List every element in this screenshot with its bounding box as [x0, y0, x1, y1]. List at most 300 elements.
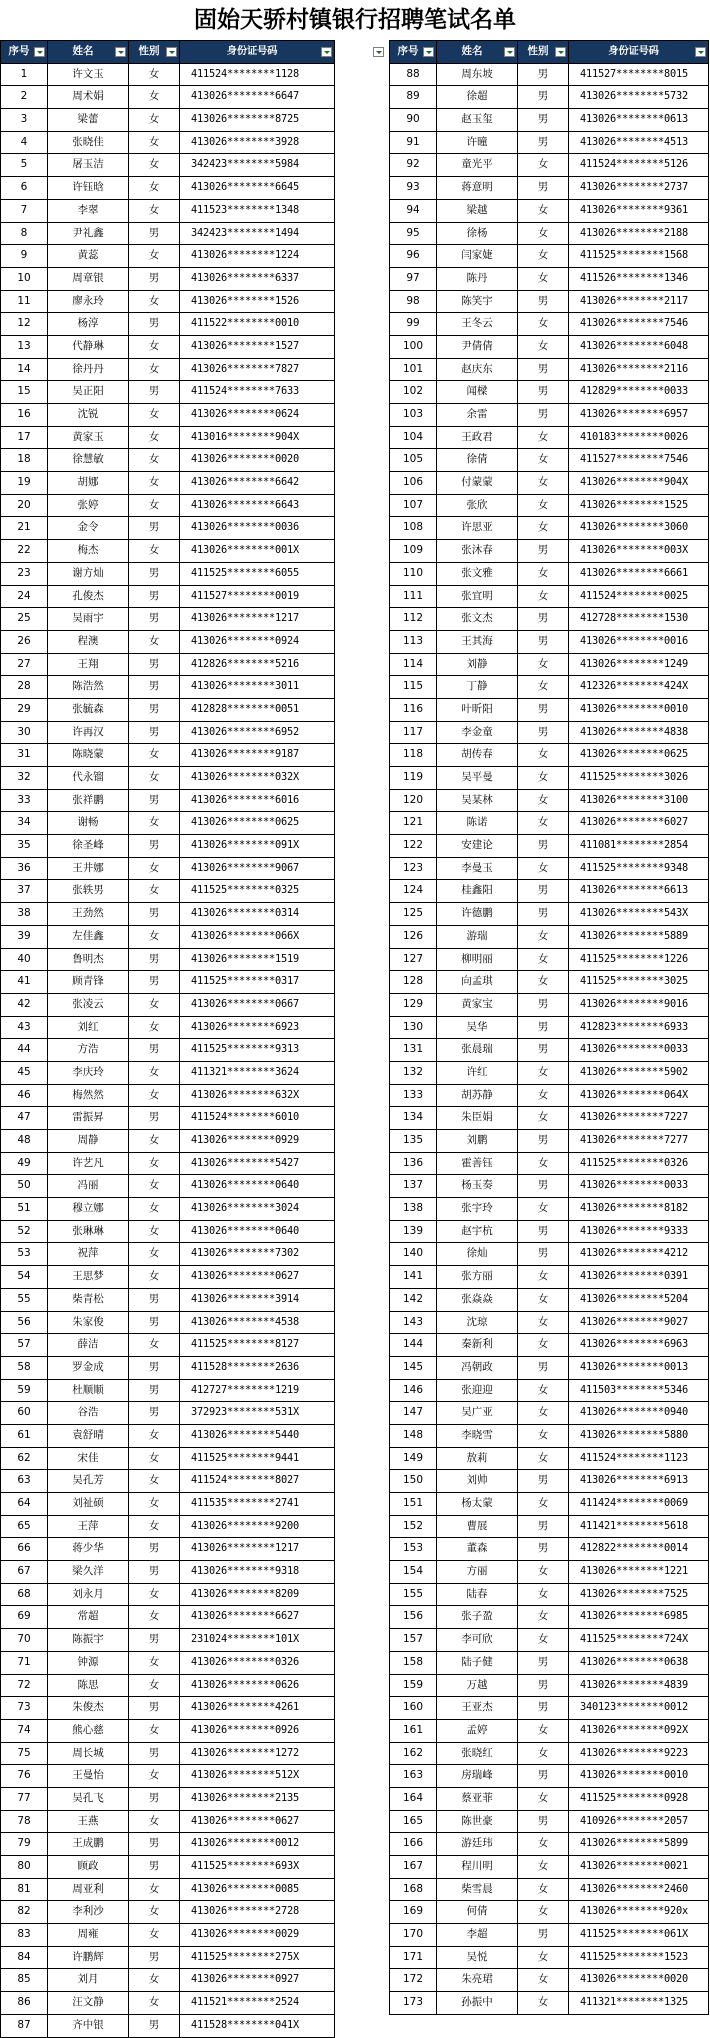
cell-no[interactable]: 114	[390, 654, 437, 677]
cell-no[interactable]: 150	[390, 1470, 437, 1493]
cell-id[interactable]: 411524********7633	[180, 381, 335, 404]
cell-name[interactable]: 刘静	[437, 654, 518, 677]
cell-no[interactable]: 106	[390, 472, 437, 495]
cell-id[interactable]: 342423********5984	[180, 154, 335, 177]
cell-no[interactable]: 32	[1, 767, 48, 790]
cell-sex[interactable]: 女	[518, 1561, 569, 1584]
cell-no[interactable]: 2	[1, 86, 48, 109]
cell-sex[interactable]: 女	[518, 1402, 569, 1425]
cell-id[interactable]: 412823********6933	[569, 1017, 709, 1040]
cell-id[interactable]: 413026********6647	[180, 86, 335, 109]
cell-id[interactable]: 413026********003X	[569, 540, 709, 563]
cell-id[interactable]: 413026********0927	[180, 1969, 335, 1992]
cell-sex[interactable]: 男	[518, 1697, 569, 1720]
cell-id[interactable]: 413026********5204	[569, 1289, 709, 1312]
cell-no[interactable]: 52	[1, 1221, 48, 1244]
cell-id[interactable]: 411524********1128	[180, 64, 335, 87]
cell-name[interactable]: 张晨瑞	[437, 1039, 518, 1062]
cell-name[interactable]: 陈晓蒙	[48, 744, 129, 767]
cell-name[interactable]: 张迎迎	[437, 1380, 518, 1403]
cell-id[interactable]: 411525********8127	[180, 1334, 335, 1357]
cell-id[interactable]: 411524********0025	[569, 586, 709, 609]
cell-no[interactable]: 96	[390, 245, 437, 268]
cell-sex[interactable]: 女	[518, 563, 569, 586]
cell-no[interactable]: 24	[1, 586, 48, 609]
cell-id[interactable]: 413026********0029	[180, 1924, 335, 1947]
cell-sex[interactable]: 女	[518, 336, 569, 359]
cell-name[interactable]: 刘帅	[437, 1470, 518, 1493]
cell-sex[interactable]: 女	[518, 1629, 569, 1652]
cell-no[interactable]: 135	[390, 1130, 437, 1153]
cell-name[interactable]: 柴雪晨	[437, 1879, 518, 1902]
cell-no[interactable]: 30	[1, 722, 48, 745]
cell-no[interactable]: 26	[1, 631, 48, 654]
cell-no[interactable]: 3	[1, 109, 48, 132]
cell-sex[interactable]: 女	[518, 654, 569, 677]
cell-sex[interactable]: 女	[518, 200, 569, 223]
cell-sex[interactable]: 男	[518, 1243, 569, 1266]
cell-id[interactable]: 412829********0033	[569, 381, 709, 404]
cell-name[interactable]: 徐圣峰	[48, 835, 129, 858]
cell-no[interactable]: 125	[390, 903, 437, 926]
cell-sex[interactable]: 女	[129, 495, 180, 518]
cell-no[interactable]: 8	[1, 223, 48, 246]
cell-sex[interactable]: 男	[129, 381, 180, 404]
cell-name[interactable]: 王萍	[48, 1516, 129, 1539]
cell-no[interactable]: 87	[1, 2015, 48, 2038]
cell-id[interactable]: 413026********6016	[180, 790, 335, 813]
cell-id[interactable]: 413026********1221	[569, 1561, 709, 1584]
cell-no[interactable]: 171	[390, 1947, 437, 1970]
cell-no[interactable]: 97	[390, 268, 437, 291]
cell-sex[interactable]: 男	[129, 1561, 180, 1584]
cell-no[interactable]: 134	[390, 1107, 437, 1130]
cell-no[interactable]: 160	[390, 1697, 437, 1720]
cell-name[interactable]: 童光平	[437, 154, 518, 177]
cell-sex[interactable]: 女	[518, 1969, 569, 1992]
cell-id[interactable]: 413026********0013	[569, 1357, 709, 1380]
cell-id[interactable]: 411525********275X	[180, 1947, 335, 1970]
cell-no[interactable]: 139	[390, 1221, 437, 1244]
cell-name[interactable]: 王冬云	[437, 313, 518, 336]
cell-name[interactable]: 金令	[48, 517, 129, 540]
cell-no[interactable]: 57	[1, 1334, 48, 1357]
cell-id[interactable]: 342423********1494	[180, 223, 335, 246]
cell-no[interactable]: 151	[390, 1493, 437, 1516]
cell-sex[interactable]: 女	[129, 1493, 180, 1516]
cell-id[interactable]: 413026********0929	[180, 1130, 335, 1153]
cell-sex[interactable]: 女	[518, 1380, 569, 1403]
cell-sex[interactable]: 女	[518, 767, 569, 790]
cell-no[interactable]: 71	[1, 1652, 48, 1675]
cell-sex[interactable]: 男	[518, 381, 569, 404]
cell-no[interactable]: 173	[390, 1992, 437, 2015]
cell-name[interactable]: 闫家婕	[437, 245, 518, 268]
cell-id[interactable]: 413026********8209	[180, 1584, 335, 1607]
cell-id[interactable]: 413026********1526	[180, 291, 335, 314]
cell-id[interactable]: 413026********0613	[569, 109, 709, 132]
cell-name[interactable]: 李庆玲	[48, 1062, 129, 1085]
cell-id[interactable]: 413026********7277	[569, 1130, 709, 1153]
cell-name[interactable]: 李曼玉	[437, 858, 518, 881]
cell-no[interactable]: 7	[1, 200, 48, 223]
cell-name[interactable]: 杨淳	[48, 313, 129, 336]
cell-no[interactable]: 21	[1, 517, 48, 540]
cell-id[interactable]: 413026********0391	[569, 1266, 709, 1289]
cell-sex[interactable]: 女	[518, 1493, 569, 1516]
cell-name[interactable]: 安建论	[437, 835, 518, 858]
cell-name[interactable]: 鲁明杰	[48, 949, 129, 972]
cell-id[interactable]: 412727********1219	[180, 1380, 335, 1403]
cell-no[interactable]: 27	[1, 654, 48, 677]
cell-sex[interactable]: 男	[129, 223, 180, 246]
cell-no[interactable]: 123	[390, 858, 437, 881]
cell-no[interactable]: 33	[1, 790, 48, 813]
cell-id[interactable]: 411527********8015	[569, 64, 709, 87]
cell-no[interactable]: 155	[390, 1584, 437, 1607]
cell-sex[interactable]: 男	[518, 1652, 569, 1675]
cell-sex[interactable]: 女	[518, 676, 569, 699]
cell-no[interactable]: 169	[390, 1901, 437, 1924]
cell-id[interactable]: 413026********9027	[569, 1312, 709, 1335]
cell-id[interactable]: 413026********9187	[180, 744, 335, 767]
cell-id[interactable]: 411527********0019	[180, 586, 335, 609]
cell-no[interactable]: 149	[390, 1448, 437, 1471]
cell-sex[interactable]: 男	[518, 1675, 569, 1698]
cell-id[interactable]: 411525********0317	[180, 971, 335, 994]
cell-sex[interactable]: 女	[129, 1085, 180, 1108]
cell-id[interactable]: 413026********0924	[180, 631, 335, 654]
cell-id[interactable]: 413026********0033	[569, 1175, 709, 1198]
cell-id[interactable]: 413026********0010	[569, 1765, 709, 1788]
cell-id[interactable]: 413026********0016	[569, 631, 709, 654]
filter-dropdown-icon[interactable]	[115, 47, 126, 57]
cell-name[interactable]: 吴正阳	[48, 381, 129, 404]
cell-sex[interactable]: 男	[518, 608, 569, 631]
cell-id[interactable]: 413026********7827	[180, 359, 335, 382]
cell-name[interactable]: 许钰晗	[48, 177, 129, 200]
cell-id[interactable]: 413026********4839	[569, 1675, 709, 1698]
cell-no[interactable]: 68	[1, 1584, 48, 1607]
cell-id[interactable]: 413026********1519	[180, 949, 335, 972]
cell-no[interactable]: 154	[390, 1561, 437, 1584]
cell-sex[interactable]: 男	[518, 177, 569, 200]
cell-sex[interactable]: 女	[129, 1243, 180, 1266]
cell-name[interactable]: 沈琼	[437, 1312, 518, 1335]
cell-name[interactable]: 游瑞	[437, 926, 518, 949]
cell-sex[interactable]: 女	[129, 631, 180, 654]
cell-id[interactable]: 411525********1226	[569, 949, 709, 972]
cell-id[interactable]: 413026********6027	[569, 812, 709, 835]
cell-sex[interactable]: 男	[518, 903, 569, 926]
cell-sex[interactable]: 女	[129, 154, 180, 177]
cell-no[interactable]: 124	[390, 880, 437, 903]
cell-id[interactable]: 413026********6985	[569, 1606, 709, 1629]
cell-sex[interactable]: 女	[129, 1062, 180, 1085]
cell-sex[interactable]: 女	[518, 1153, 569, 1176]
cell-name[interactable]: 李超	[437, 1924, 518, 1947]
cell-name[interactable]: 刘月	[48, 1969, 129, 1992]
header-sex[interactable]: 性别	[518, 41, 569, 64]
cell-sex[interactable]: 女	[518, 1334, 569, 1357]
cell-name[interactable]: 徐丹丹	[48, 359, 129, 382]
cell-no[interactable]: 166	[390, 1833, 437, 1856]
cell-name[interactable]: 黄家宝	[437, 994, 518, 1017]
cell-id[interactable]: 411321********3624	[180, 1062, 335, 1085]
cell-name[interactable]: 刘祉硕	[48, 1493, 129, 1516]
cell-sex[interactable]: 女	[129, 404, 180, 427]
cell-name[interactable]: 陈思	[48, 1675, 129, 1698]
cell-name[interactable]: 张子盈	[437, 1606, 518, 1629]
cell-name[interactable]: 梁久洋	[48, 1561, 129, 1584]
cell-no[interactable]: 25	[1, 608, 48, 631]
cell-name[interactable]: 赵玉玺	[437, 109, 518, 132]
cell-sex[interactable]: 男	[518, 1221, 569, 1244]
cell-no[interactable]: 158	[390, 1652, 437, 1675]
cell-no[interactable]: 77	[1, 1788, 48, 1811]
cell-sex[interactable]: 男	[518, 1538, 569, 1561]
cell-sex[interactable]: 男	[518, 699, 569, 722]
cell-id[interactable]: 412822********0014	[569, 1538, 709, 1561]
cell-name[interactable]: 尹倩倩	[437, 336, 518, 359]
cell-no[interactable]: 6	[1, 177, 48, 200]
cell-no[interactable]: 103	[390, 404, 437, 427]
cell-id[interactable]: 413026********3100	[569, 790, 709, 813]
cell-sex[interactable]: 女	[518, 926, 569, 949]
cell-id[interactable]: 413026********9361	[569, 200, 709, 223]
cell-no[interactable]: 10	[1, 268, 48, 291]
cell-name[interactable]: 朱亮珺	[437, 1969, 518, 1992]
cell-id[interactable]: 413026********0667	[180, 994, 335, 1017]
cell-no[interactable]: 83	[1, 1924, 48, 1947]
cell-sex[interactable]: 女	[518, 1992, 569, 2015]
cell-no[interactable]: 72	[1, 1675, 48, 1698]
cell-id[interactable]: 411525********3026	[569, 767, 709, 790]
cell-id[interactable]: 411528********2636	[180, 1357, 335, 1380]
cell-no[interactable]: 159	[390, 1675, 437, 1698]
cell-name[interactable]: 张宜明	[437, 586, 518, 609]
cell-no[interactable]: 115	[390, 676, 437, 699]
cell-id[interactable]: 413026********032X	[180, 767, 335, 790]
cell-id[interactable]: 413026********2135	[180, 1788, 335, 1811]
cell-sex[interactable]: 女	[518, 1584, 569, 1607]
cell-no[interactable]: 42	[1, 994, 48, 1017]
cell-no[interactable]: 117	[390, 722, 437, 745]
cell-sex[interactable]: 女	[129, 291, 180, 314]
cell-no[interactable]: 15	[1, 381, 48, 404]
cell-name[interactable]: 陈笑宇	[437, 291, 518, 314]
cell-id[interactable]: 413026********2737	[569, 177, 709, 200]
cell-sex[interactable]: 女	[518, 1856, 569, 1879]
cell-id[interactable]: 413026********2117	[569, 291, 709, 314]
cell-sex[interactable]: 女	[129, 540, 180, 563]
cell-id[interactable]: 411525********0326	[569, 1153, 709, 1176]
cell-id[interactable]: 413026********0926	[180, 1720, 335, 1743]
cell-no[interactable]: 48	[1, 1130, 48, 1153]
cell-name[interactable]: 柴青松	[48, 1289, 129, 1312]
cell-id[interactable]: 413026********4513	[569, 132, 709, 155]
cell-name[interactable]: 李金童	[437, 722, 518, 745]
cell-name[interactable]: 谷浩	[48, 1402, 129, 1425]
header-sex[interactable]: 性别	[129, 41, 180, 64]
cell-id[interactable]: 413026********6913	[569, 1470, 709, 1493]
cell-no[interactable]: 40	[1, 949, 48, 972]
cell-name[interactable]: 王燕	[48, 1811, 129, 1834]
cell-name[interactable]: 吴孔芳	[48, 1470, 129, 1493]
cell-id[interactable]: 413026********0627	[180, 1811, 335, 1834]
cell-no[interactable]: 19	[1, 472, 48, 495]
cell-name[interactable]: 张文杰	[437, 608, 518, 631]
cell-id[interactable]: 413026********6643	[180, 495, 335, 518]
cell-id[interactable]: 413026********3011	[180, 676, 335, 699]
cell-id[interactable]: 411524********6010	[180, 1107, 335, 1130]
cell-name[interactable]: 周雍	[48, 1924, 129, 1947]
cell-sex[interactable]: 女	[518, 949, 569, 972]
cell-sex[interactable]: 女	[518, 1606, 569, 1629]
cell-no[interactable]: 53	[1, 1243, 48, 1266]
cell-name[interactable]: 汪文静	[48, 1992, 129, 2015]
cell-name[interactable]: 廖永玲	[48, 291, 129, 314]
cell-no[interactable]: 105	[390, 449, 437, 472]
cell-sex[interactable]: 女	[518, 1788, 569, 1811]
cell-sex[interactable]: 女	[129, 1266, 180, 1289]
cell-id[interactable]: 413026********9200	[180, 1516, 335, 1539]
cell-id[interactable]: 411421********5618	[569, 1516, 709, 1539]
cell-name[interactable]: 陈诺	[437, 812, 518, 835]
cell-id[interactable]: 411535********2741	[180, 1493, 335, 1516]
cell-sex[interactable]: 男	[129, 1629, 180, 1652]
cell-name[interactable]: 许红	[437, 1062, 518, 1085]
cell-name[interactable]: 吴华	[437, 1017, 518, 1040]
cell-name[interactable]: 孙振中	[437, 1992, 518, 2015]
cell-sex[interactable]: 女	[129, 1924, 180, 1947]
filter-dropdown-icon[interactable]	[166, 47, 177, 57]
cell-no[interactable]: 156	[390, 1606, 437, 1629]
cell-sex[interactable]: 女	[129, 472, 180, 495]
header-name[interactable]: 姓名	[437, 41, 518, 64]
cell-id[interactable]: 413026********3060	[569, 517, 709, 540]
cell-no[interactable]: 82	[1, 1901, 48, 1924]
cell-id[interactable]: 413026********6661	[569, 563, 709, 586]
cell-sex[interactable]: 女	[129, 1720, 180, 1743]
cell-id[interactable]: 411525********9441	[180, 1448, 335, 1471]
cell-id[interactable]: 412826********5216	[180, 654, 335, 677]
cell-id[interactable]: 411321********1325	[569, 1992, 709, 2015]
cell-sex[interactable]: 男	[518, 994, 569, 1017]
cell-no[interactable]: 163	[390, 1765, 437, 1788]
cell-id[interactable]: 413026********0627	[180, 1266, 335, 1289]
cell-name[interactable]: 蔡亚菲	[437, 1788, 518, 1811]
cell-sex[interactable]: 男	[129, 699, 180, 722]
cell-name[interactable]: 陈振宇	[48, 1629, 129, 1652]
cell-sex[interactable]: 女	[129, 767, 180, 790]
cell-no[interactable]: 109	[390, 540, 437, 563]
cell-id[interactable]: 411525********724X	[569, 1629, 709, 1652]
cell-id[interactable]: 413026********5732	[569, 86, 709, 109]
cell-sex[interactable]: 女	[518, 154, 569, 177]
cell-no[interactable]: 122	[390, 835, 437, 858]
cell-id[interactable]: 413026********9067	[180, 858, 335, 881]
cell-no[interactable]: 64	[1, 1493, 48, 1516]
cell-name[interactable]: 吴广亚	[437, 1402, 518, 1425]
cell-name[interactable]: 徐杨	[437, 223, 518, 246]
cell-name[interactable]: 张宇玲	[437, 1198, 518, 1221]
cell-sex[interactable]: 男	[129, 1538, 180, 1561]
cell-sex[interactable]: 女	[129, 1221, 180, 1244]
cell-name[interactable]: 张婷	[48, 495, 129, 518]
cell-sex[interactable]: 女	[129, 109, 180, 132]
cell-name[interactable]: 闻樑	[437, 381, 518, 404]
cell-sex[interactable]: 女	[129, 245, 180, 268]
cell-id[interactable]: 413026********0940	[569, 1402, 709, 1425]
cell-sex[interactable]: 女	[129, 1901, 180, 1924]
cell-sex[interactable]: 女	[129, 427, 180, 450]
cell-sex[interactable]: 女	[129, 86, 180, 109]
cell-sex[interactable]: 男	[518, 64, 569, 87]
cell-sex[interactable]: 男	[129, 949, 180, 972]
cell-sex[interactable]: 男	[129, 1788, 180, 1811]
cell-sex[interactable]: 男	[518, 631, 569, 654]
cell-name[interactable]: 吴平曼	[437, 767, 518, 790]
cell-sex[interactable]: 女	[518, 1107, 569, 1130]
filter-dropdown-icon[interactable]	[373, 47, 384, 57]
cell-name[interactable]: 周静	[48, 1130, 129, 1153]
cell-no[interactable]: 138	[390, 1198, 437, 1221]
cell-sex[interactable]: 女	[129, 1811, 180, 1834]
cell-id[interactable]: 411527********7546	[569, 449, 709, 472]
cell-name[interactable]: 顾政	[48, 1856, 129, 1879]
cell-no[interactable]: 85	[1, 1969, 48, 1992]
cell-sex[interactable]: 女	[129, 1652, 180, 1675]
cell-name[interactable]: 王翔	[48, 654, 129, 677]
cell-id[interactable]: 413026********904X	[569, 472, 709, 495]
cell-id[interactable]: 411524********1123	[569, 1448, 709, 1471]
cell-no[interactable]: 107	[390, 495, 437, 518]
cell-sex[interactable]: 男	[518, 291, 569, 314]
cell-id[interactable]: 411081********2854	[569, 835, 709, 858]
cell-id[interactable]: 413026********0033	[569, 1039, 709, 1062]
cell-no[interactable]: 129	[390, 994, 437, 1017]
cell-no[interactable]: 73	[1, 1697, 48, 1720]
cell-no[interactable]: 43	[1, 1017, 48, 1040]
cell-name[interactable]: 张琳琳	[48, 1221, 129, 1244]
cell-name[interactable]: 房瑞峰	[437, 1765, 518, 1788]
cell-no[interactable]: 60	[1, 1402, 48, 1425]
cell-name[interactable]: 梁蕾	[48, 109, 129, 132]
cell-sex[interactable]: 男	[129, 563, 180, 586]
cell-sex[interactable]: 女	[518, 1312, 569, 1335]
cell-no[interactable]: 167	[390, 1856, 437, 1879]
cell-id[interactable]: 413026********1224	[180, 245, 335, 268]
cell-name[interactable]: 刘鹏	[437, 1130, 518, 1153]
cell-no[interactable]: 165	[390, 1811, 437, 1834]
cell-id[interactable]: 412828********0051	[180, 699, 335, 722]
cell-sex[interactable]: 女	[129, 858, 180, 881]
cell-sex[interactable]: 女	[518, 449, 569, 472]
cell-name[interactable]: 梁越	[437, 200, 518, 223]
cell-no[interactable]: 170	[390, 1924, 437, 1947]
cell-no[interactable]: 128	[390, 971, 437, 994]
cell-sex[interactable]: 女	[518, 1198, 569, 1221]
cell-no[interactable]: 144	[390, 1334, 437, 1357]
cell-sex[interactable]: 男	[129, 790, 180, 813]
cell-sex[interactable]: 女	[129, 1017, 180, 1040]
cell-id[interactable]: 411525********0928	[569, 1788, 709, 1811]
cell-name[interactable]: 徐灿	[437, 1243, 518, 1266]
cell-id[interactable]: 413026********5880	[569, 1425, 709, 1448]
cell-no[interactable]: 146	[390, 1380, 437, 1403]
cell-name[interactable]: 陆子健	[437, 1652, 518, 1675]
